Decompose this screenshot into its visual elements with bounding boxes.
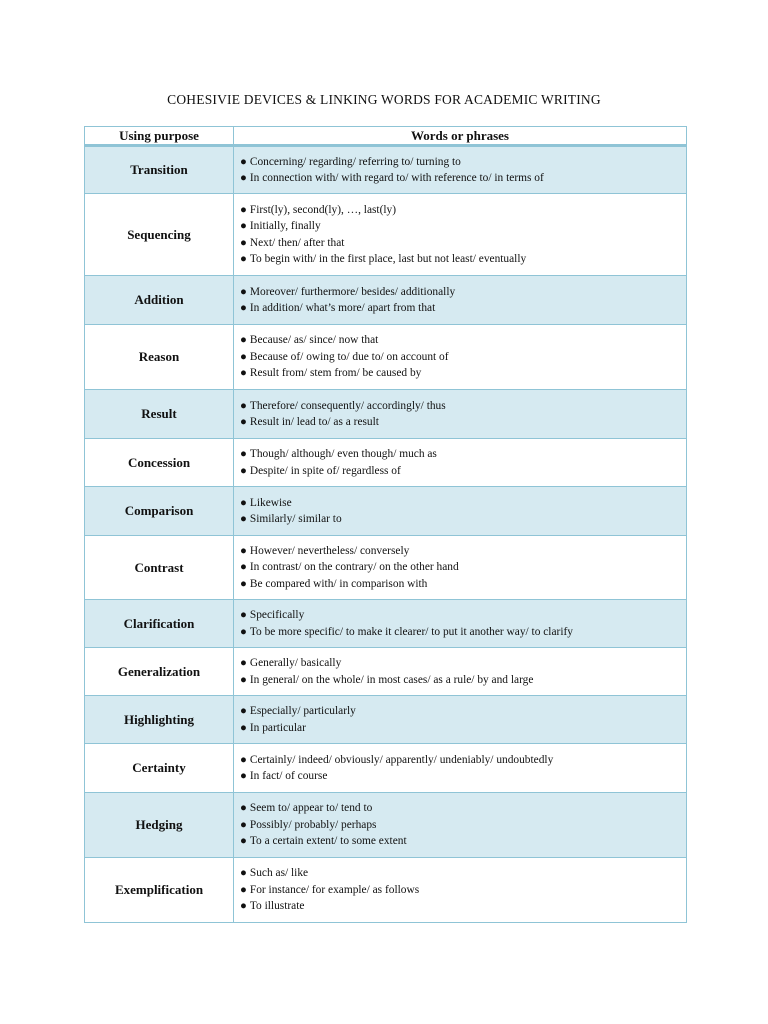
phrase-text: First(ly), second(ly), …, last(ly) <box>249 203 397 216</box>
phrase-list <box>240 655 680 688</box>
table-body <box>85 146 687 923</box>
phrases-cell <box>234 600 687 648</box>
phrase-text: Result in/ lead to/ as a result <box>249 416 379 428</box>
phrases-cell <box>234 325 687 390</box>
purpose-cell: Exemplification <box>85 858 234 923</box>
list-item <box>240 768 680 785</box>
bullet-icon: ● <box>240 236 247 249</box>
phrases-cell <box>234 858 687 923</box>
table-row <box>85 793 687 858</box>
list-item <box>240 720 680 737</box>
phrase-text: For instance/ for example/ as follows <box>249 883 420 896</box>
bullet-icon: ● <box>240 770 247 782</box>
phrases-cell <box>234 194 687 276</box>
bullet-icon: ● <box>240 883 247 896</box>
bullet-icon: ● <box>240 705 247 717</box>
phrase-text: Concerning/ regarding/ referring to/ turning to <box>249 155 461 168</box>
bullet-icon: ● <box>240 721 247 734</box>
bullet-icon: ● <box>240 416 247 428</box>
phrase-text: To a certain extent/ to some extent <box>249 835 407 848</box>
bullet-icon: ● <box>240 802 247 815</box>
phrases-cell <box>234 696 687 744</box>
phrase-text: To be more specific/ to make it clearer/ to put it another way/ to clarify <box>249 625 573 638</box>
phrase-text: Because of/ owing to/ due to/ on account of <box>249 350 449 363</box>
phrase-text: In contrast/ on the contrary/ on the other hand <box>249 561 459 574</box>
table-row <box>85 744 687 793</box>
phrase-text: In fact/ of course <box>249 770 328 782</box>
phrase-text: Moreover/ furthermore/ besides/ additionally <box>249 285 456 298</box>
list-item <box>240 463 680 480</box>
list-item <box>240 655 680 672</box>
list-item <box>240 865 680 882</box>
phrase-text: Because/ as/ since/ now that <box>249 334 379 347</box>
bullet-icon: ● <box>240 657 247 669</box>
phrases-cell <box>234 390 687 439</box>
linking-words-table <box>84 126 687 923</box>
phrase-text: Despite/ in spite of/ regardless of <box>249 464 401 477</box>
bullet-icon: ● <box>240 496 247 509</box>
list-item <box>240 365 680 382</box>
purpose-cell: Reason <box>85 325 234 390</box>
phrase-text: Possibly/ probably/ perhaps <box>249 818 377 831</box>
bullet-icon: ● <box>240 544 247 557</box>
phrase-list <box>240 703 680 736</box>
table-row <box>85 648 687 696</box>
phrase-text: Initially, finally <box>249 220 321 232</box>
phrase-list <box>240 800 680 850</box>
purpose-cell: Certainty <box>85 744 234 793</box>
table-row <box>85 487 687 536</box>
phrase-list <box>240 284 680 317</box>
phrase-text: Therefore/ consequently/ accordingly/ thus <box>249 399 446 412</box>
list-item <box>240 559 680 576</box>
bullet-icon: ● <box>240 203 247 216</box>
purpose-cell: Transition <box>85 146 234 194</box>
page-title: COHESIVIE DEVICES & LINKING WORDS FOR ACADEMIC WRITING <box>167 92 601 107</box>
list-item <box>240 576 680 593</box>
phrases-cell <box>234 146 687 194</box>
list-item <box>240 607 680 624</box>
bullet-icon: ● <box>240 220 247 232</box>
phrase-list <box>240 752 680 785</box>
phrase-text: Especially/ particularly <box>249 705 356 717</box>
list-item <box>240 495 680 512</box>
phrase-text: Though/ although/ even though/ much as <box>249 448 437 460</box>
list-item <box>240 703 680 720</box>
phrase-text: Be compared with/ in comparison with <box>249 577 428 590</box>
phrase-text: Next/ then/ after that <box>249 236 345 249</box>
phrases-cell <box>234 793 687 858</box>
list-item <box>240 511 680 528</box>
purpose-cell: Result <box>85 390 234 439</box>
list-item <box>240 817 680 834</box>
bullet-icon: ● <box>240 900 247 913</box>
phrase-list <box>240 446 680 479</box>
bullet-icon: ● <box>240 609 247 621</box>
list-item <box>240 446 680 463</box>
bullet-icon: ● <box>240 334 247 347</box>
bullet-icon: ● <box>240 285 247 298</box>
table-row <box>85 536 687 600</box>
list-item <box>240 202 680 219</box>
table-row <box>85 439 687 487</box>
table-row <box>85 390 687 439</box>
purpose-cell: Addition <box>85 276 234 325</box>
phrases-cell <box>234 487 687 536</box>
list-item <box>240 284 680 301</box>
bullet-icon: ● <box>240 399 247 412</box>
bullet-icon: ● <box>240 253 247 265</box>
purpose-cell: Concession <box>85 439 234 487</box>
table-row <box>85 146 687 194</box>
phrase-text: In particular <box>249 721 306 734</box>
purpose-cell: Sequencing <box>85 194 234 276</box>
bullet-icon: ● <box>240 172 247 184</box>
phrase-text: Certainly/ indeed/ obviously/ apparently/ undeniably/ undoubtedly <box>249 753 554 766</box>
bullet-icon: ● <box>240 673 247 686</box>
bullet-icon: ● <box>240 367 247 380</box>
table-header-row <box>85 127 687 146</box>
phrases-cell <box>234 744 687 793</box>
list-item <box>240 833 680 850</box>
bullet-icon: ● <box>240 464 247 477</box>
bullet-icon: ● <box>240 818 247 831</box>
phrase-text: Result from/ stem from/ be caused by <box>249 367 422 380</box>
phrase-list <box>240 202 680 268</box>
list-item <box>240 800 680 817</box>
phrase-list <box>240 154 680 187</box>
table-row <box>85 276 687 325</box>
phrase-text: Such as/ like <box>249 867 309 880</box>
phrase-text: In connection with/ with regard to/ with reference to/ in terms of <box>249 172 544 184</box>
list-item <box>240 154 680 171</box>
phrase-text: In addition/ what’s more/ apart from that <box>249 302 436 314</box>
phrase-list <box>240 607 680 640</box>
bullet-icon: ● <box>240 577 247 590</box>
phrase-text: Seem to/ appear to/ tend to <box>249 802 373 815</box>
list-item <box>240 218 680 235</box>
phrase-list <box>240 865 680 915</box>
phrase-text: To illustrate <box>249 900 305 913</box>
phrase-list <box>240 398 680 431</box>
header-words-or-phrases: Words or phrases <box>234 127 687 146</box>
list-item <box>240 672 680 689</box>
list-item <box>240 414 680 431</box>
bullet-icon: ● <box>240 155 247 168</box>
purpose-cell: Highlighting <box>85 696 234 744</box>
purpose-cell: Hedging <box>85 793 234 858</box>
list-item <box>240 898 680 915</box>
bullet-icon: ● <box>240 753 247 766</box>
phrases-cell <box>234 439 687 487</box>
phrase-text: In general/ on the whole/ in most cases/ as a rule/ by and large <box>249 673 534 686</box>
list-item <box>240 332 680 349</box>
bullet-icon: ● <box>240 867 247 880</box>
list-item <box>240 349 680 366</box>
phrase-text: To begin with/ in the first place, last but not least/ eventually <box>249 253 527 265</box>
purpose-cell: Clarification <box>85 600 234 648</box>
bullet-icon: ● <box>240 302 247 314</box>
purpose-cell: Contrast <box>85 536 234 600</box>
table-row <box>85 696 687 744</box>
bullet-icon: ● <box>240 448 247 460</box>
list-item <box>240 300 680 317</box>
phrase-text: However/ nevertheless/ conversely <box>249 544 410 557</box>
bullet-icon: ● <box>240 625 247 638</box>
list-item <box>240 624 680 641</box>
table-row <box>85 600 687 648</box>
list-item <box>240 882 680 899</box>
phrases-cell <box>234 648 687 696</box>
list-item <box>240 251 680 268</box>
list-item <box>240 170 680 187</box>
header-using-purpose: Using purpose <box>85 127 234 146</box>
phrase-text: Generally/ basically <box>249 657 342 669</box>
phrases-cell <box>234 536 687 600</box>
phrase-list <box>240 332 680 382</box>
purpose-cell: Generalization <box>85 648 234 696</box>
bullet-icon: ● <box>240 513 247 525</box>
phrases-cell <box>234 276 687 325</box>
list-item <box>240 235 680 252</box>
purpose-cell: Comparison <box>85 487 234 536</box>
phrase-list <box>240 543 680 593</box>
list-item <box>240 543 680 560</box>
phrase-list <box>240 495 680 528</box>
phrase-text: Specifically <box>249 609 305 621</box>
table-row <box>85 325 687 390</box>
bullet-icon: ● <box>240 350 247 363</box>
list-item <box>240 398 680 415</box>
bullet-icon: ● <box>240 561 247 574</box>
bullet-icon: ● <box>240 835 247 848</box>
table-row <box>85 194 687 276</box>
phrase-text: Likewise <box>249 496 292 509</box>
phrase-text: Similarly/ similar to <box>249 513 342 525</box>
list-item <box>240 752 680 769</box>
table-row <box>85 858 687 923</box>
